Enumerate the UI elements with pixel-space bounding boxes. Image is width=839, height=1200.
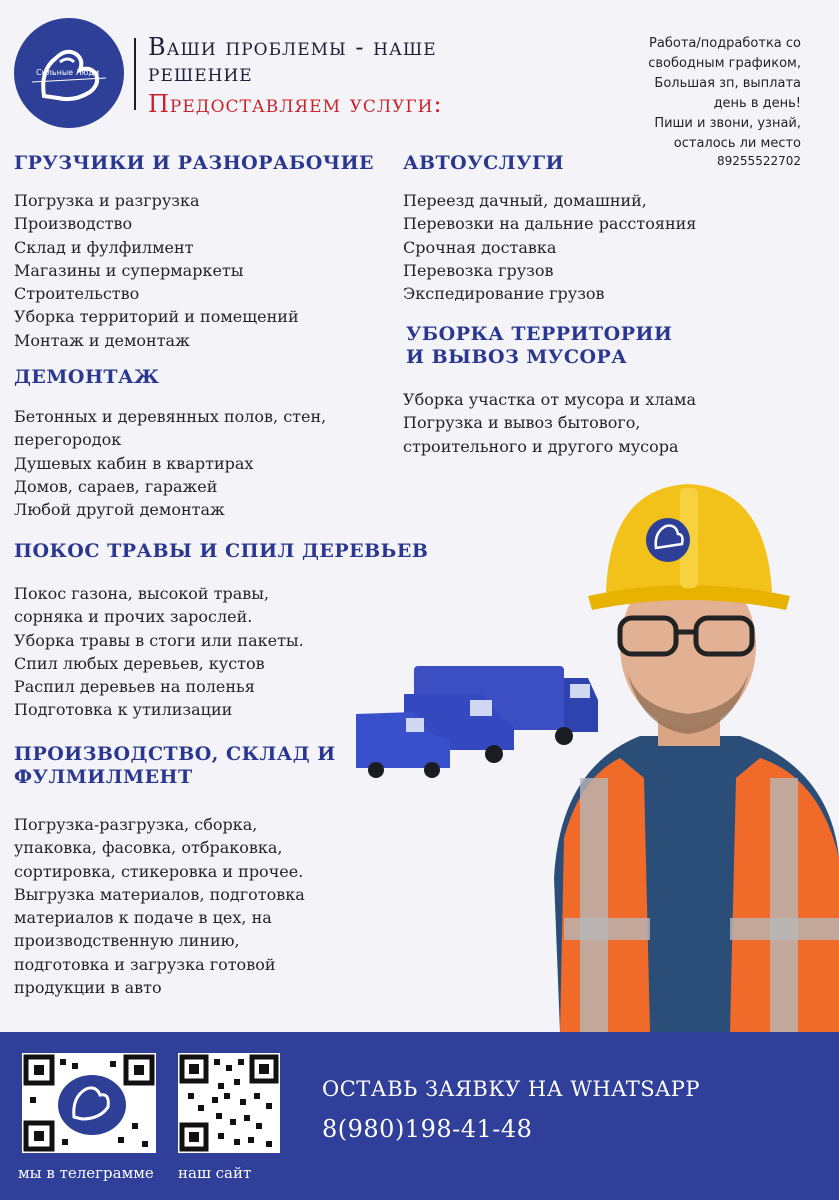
qr-code-icon[interactable] bbox=[178, 1053, 280, 1153]
list-item: продукции в авто bbox=[14, 978, 162, 998]
promo-line: свободным графиком, bbox=[648, 56, 801, 71]
list-item: Строительство bbox=[14, 284, 140, 304]
promo-phone: 89255522702 bbox=[717, 154, 801, 168]
hard-hat-icon bbox=[588, 484, 790, 610]
section-title-line: ПРОИЗВОДСТВО, СКЛАД И bbox=[14, 743, 336, 765]
grass-list bbox=[14, 582, 304, 722]
logo-text: Сильные Люди bbox=[36, 68, 100, 77]
whatsapp-cta bbox=[322, 1077, 700, 1101]
list-item: Производство bbox=[14, 214, 133, 234]
section-title-line: И ВЫВОЗ МУСОРА bbox=[406, 346, 628, 368]
list-item: Склад и фулфилмент bbox=[14, 237, 194, 257]
loaders-list bbox=[14, 189, 299, 352]
list-item: Спил любых деревьев, кустов bbox=[14, 653, 265, 673]
promo-block bbox=[601, 34, 801, 154]
section-title-line: ФУЛМИЛМЕНТ bbox=[14, 766, 193, 788]
list-item: Душевых кабин в квартирах bbox=[14, 453, 254, 473]
promo-line: Пиши и звони, узнай, bbox=[654, 116, 801, 131]
list-item: Монтаж и демонтаж bbox=[14, 330, 190, 350]
list-item: Домов, сараев, гаражей bbox=[14, 476, 218, 496]
list-item: упаковка, фасовка, отбраковка, bbox=[14, 838, 283, 858]
qr-code-icon[interactable] bbox=[22, 1053, 156, 1153]
list-item: Погрузка и разгрузка bbox=[14, 191, 200, 210]
auto-list bbox=[403, 189, 696, 305]
list-item: Срочная доставка bbox=[403, 237, 557, 257]
qr-telegram-caption: мы в телеграмме bbox=[18, 1164, 154, 1182]
list-item: Выгрузка материалов, подготовка bbox=[14, 884, 305, 904]
list-item: строительного и другого мусора bbox=[403, 436, 679, 456]
promo-line: Работа/подработка со bbox=[649, 36, 801, 51]
list-item: производственную линию, bbox=[14, 931, 240, 951]
list-item: Перевозка грузов bbox=[403, 260, 554, 280]
list-item: сорняка и прочих зарослей. bbox=[14, 607, 253, 627]
bicep-logo-icon bbox=[14, 18, 124, 128]
page-subtitle: Предоставляем услуги: bbox=[148, 90, 443, 118]
whatsapp-phone[interactable]: 8(980)198-41-48 bbox=[322, 1115, 533, 1143]
list-item: материалов к подаче в цех, на bbox=[14, 908, 272, 928]
list-item: сортировка, стикеровка и прочее. bbox=[14, 861, 304, 881]
section-title-auto: АВТОУСЛУГИ bbox=[403, 152, 565, 174]
promo-line: день в день! bbox=[713, 96, 801, 111]
list-item: Любой другой демонтаж bbox=[14, 500, 225, 520]
list-item: Экспедирование грузов bbox=[403, 284, 605, 304]
list-item: Погрузка-разгрузка, сборка, bbox=[14, 815, 258, 834]
promo-line: Большая зп, выплата bbox=[654, 76, 801, 91]
list-item: Бетонных и деревянных полов, стен, bbox=[14, 407, 327, 426]
section-title-line: УБОРКА ТЕРРИТОРИИ bbox=[406, 323, 673, 345]
whatsapp-cta-text: ОСТАВЬ ЗАЯВКУ НА WHATSAPP bbox=[322, 1077, 701, 1101]
list-item: Распил деревьев на поленья bbox=[14, 677, 255, 697]
section-title-demolition: ДЕМОНТАЖ bbox=[14, 366, 160, 388]
list-item: подготовка и загрузка готовой bbox=[14, 954, 276, 974]
worker-photo bbox=[540, 478, 839, 1032]
list-item: Подготовка к утилизации bbox=[14, 700, 233, 720]
section-title-cleanup bbox=[406, 323, 672, 369]
list-item: Перевозки на дальние расстояния bbox=[403, 214, 697, 234]
qr-website-caption: наш сайт bbox=[178, 1164, 252, 1182]
section-title-grass: ПОКОС ТРАВЫ И СПИЛ ДЕРЕВЬЕВ bbox=[14, 540, 429, 562]
list-item: Покос газона, высокой травы, bbox=[14, 584, 270, 603]
list-item: Уборка участка от мусора и хлама bbox=[403, 390, 697, 409]
page-title: Ваши проблемы - наше решение bbox=[148, 33, 437, 87]
cleanup-list bbox=[403, 388, 696, 458]
demolition-list bbox=[14, 405, 326, 521]
promo-line: осталось ли место bbox=[673, 136, 801, 151]
list-item: Уборка территорий и помещений bbox=[14, 307, 299, 327]
list-item: Погрузка и вывоз бытового, bbox=[403, 413, 641, 433]
production-list bbox=[14, 813, 305, 999]
list-item: Переезд дачный, домашний, bbox=[403, 191, 647, 210]
section-title-production bbox=[14, 743, 336, 789]
section-title-loaders: ГРУЗЧИКИ И РАЗНОРАБОЧИЕ bbox=[14, 152, 375, 174]
header-divider bbox=[134, 38, 136, 110]
list-item: перегородок bbox=[14, 430, 122, 450]
list-item: Магазины и супермаркеты bbox=[14, 260, 244, 280]
list-item: Уборка травы в стоги или пакеты. bbox=[14, 630, 304, 650]
